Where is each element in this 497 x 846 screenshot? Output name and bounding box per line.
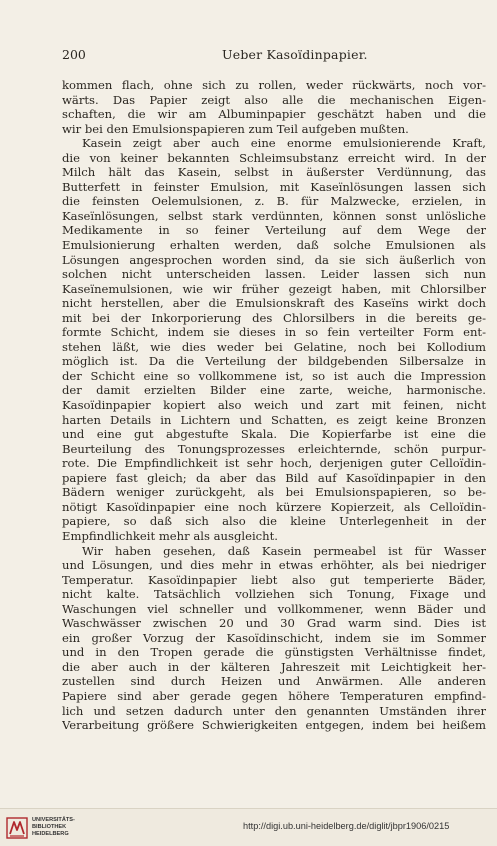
text-line: nicht herstellen, aber die Emulsionskraft des Kaseïns wirkt doch [62,296,486,311]
text-line: Waschungen viel schneller und vollkommener, wenn Bäder und [62,601,486,616]
text-line: wir bei den Emulsionspapieren zum Teil aufgeben mußten. [62,121,409,136]
library-name [32,817,75,837]
text-line: Beurteilung des Tonungsprozesses erleichternde, schön purpur- [62,441,486,456]
text-line: der Schicht eine so vollkommene ist, so ist auch die Impression [62,368,486,383]
text-line: papiere fast gleich; da aber das Bild auf Kasoïdinpapier in den [62,470,486,485]
text-line: Milch hält das Kasein, selbst in äußerster Verdünnung, das [62,165,486,180]
text-line: Kaseïnemulsionen, wie wir früher gezeigt haben, mit Chlorsilber [62,281,486,296]
text-line: ein großer Vorzug der Kasoïdinschicht, indem sie im Sommer [62,630,486,645]
text-line: Wir haben gesehen, daß Kasein permeabel ist für Wasser [82,543,486,558]
text-line: Kasoïdinpapier kopiert also weich und zart mit feinen, nicht [62,398,486,413]
text-line: Emulsionierung erhalten werden, daß solche Emulsionen als [62,238,486,253]
text-line: nicht kalte. Tatsächlich vollziehen sich Tonung, Fixage und [62,587,486,602]
text-line: Bädern weniger zurückgeht, als bei Emulsionspapieren, so be- [62,485,486,500]
library-name-line: HEIDELBERG [32,830,69,837]
text-line: Kaseïnlösungen, selbst stark verdünnten, können sonst unlösliche [62,208,486,223]
text-line: mit bei der Inkorporierung des Chlorsilbers in die bereits ge- [62,310,486,325]
text-line: Empfindlichkeit mehr als ausgleicht. [62,528,278,543]
library-name-line: UNIVERSITÄTS- [32,817,75,823]
running-title: Ueber Kasoïdinpapier. [222,47,368,62]
digitization-footer [0,808,497,846]
library-logo-icon [6,817,28,839]
text-line: Papiere sind aber gerade gegen höhere Temperaturen empfind- [62,688,486,703]
text-line: stehen läßt, wie dies weder bei Gelatine, noch bei Kollodium [62,339,486,354]
text-line: schaften, die wir am Albuminpapier geschätzt haben und die [62,107,486,122]
text-line: kommen flach, ohne sich zu rollen, weder rückwärts, noch vor- [62,78,486,92]
text-line: die feinsten Oelemulsionen, z. B. für Malzwecke, erzielen, in [62,194,486,209]
text-line: der damit erzielten Bilder eine zarte, weiche, harmonische. [62,383,486,398]
page-number: 200 [62,47,86,62]
text-line: die von keiner bekannten Schleimsubstanz erreicht wird. In der [62,150,486,165]
permalink-url[interactable]: http://digi.ub.uni-heidelberg.de/diglit/jbpr1906/0215 [243,821,450,831]
text-line: Lösungen angesprochen worden sind, da sie sich äußerlich von [62,252,486,267]
text-line: Verarbeitung größere Schwierigkeiten entgegen, indem bei heißem [62,718,486,733]
text-line: Butterfett in feinster Emulsion, mit Kaseïnlösungen lassen sich [62,179,486,194]
text-line: möglich ist. Da die Verteilung der bildgebenden Silbersalze in [62,354,486,369]
text-line: und Lösungen, und dies mehr in etwas erhöhter, als bei niedriger [62,558,486,573]
text-line: lich und setzen dadurch unter den genannten Umständen ihrer [62,703,486,718]
text-line: Temperatur. Kasoïdinpapier liebt also gut temperierte Bäder, [62,572,486,587]
body-text [62,78,486,733]
text-line: Waschwässer zwischen 20 und 30 Grad warm sind. Dies ist [62,616,486,631]
text-line: Medikamente in so feiner Verteilung auf dem Wege der [62,223,486,238]
text-line: harten Details in Lichtern und Schatten, es zeigt keine Bronzen [62,412,486,427]
text-line: die aber auch in der kälteren Jahreszeit mit Leichtigkeit her- [62,659,486,674]
text-line: zustellen sind durch Heizen und Anwärmen. Alle anderen [62,674,486,689]
text-line: und in den Tropen gerade die günstigsten Verhältnisse findet, [62,645,486,660]
text-line: solchen nicht unterscheiden lassen. Leider lassen sich nun [62,267,486,282]
text-line: papiere, so daß sich also die kleine Unterlegenheit in der [62,514,486,529]
text-line: formte Schicht, indem sie dieses in so fein verteilter Form ent- [62,325,486,340]
text-line: wärts. Das Papier zeigt also alle die mechanischen Eigen- [62,92,486,107]
text-line: Kasein zeigt aber auch eine enorme emulsionierende Kraft, [82,136,486,151]
text-line: und eine gut abgestufte Skala. Die Kopierfarbe ist eine die [62,427,486,442]
page-header [62,47,442,63]
text-line: nötigt Kasoïdinpapier eine noch kürzere Kopierzeit, als Celloïdin- [62,499,486,514]
library-name-line: BIBLIOTHEK [32,823,67,830]
text-line: rote. Die Empfindlichkeit ist sehr hoch, derjenigen guter Celloïdin- [62,456,486,471]
